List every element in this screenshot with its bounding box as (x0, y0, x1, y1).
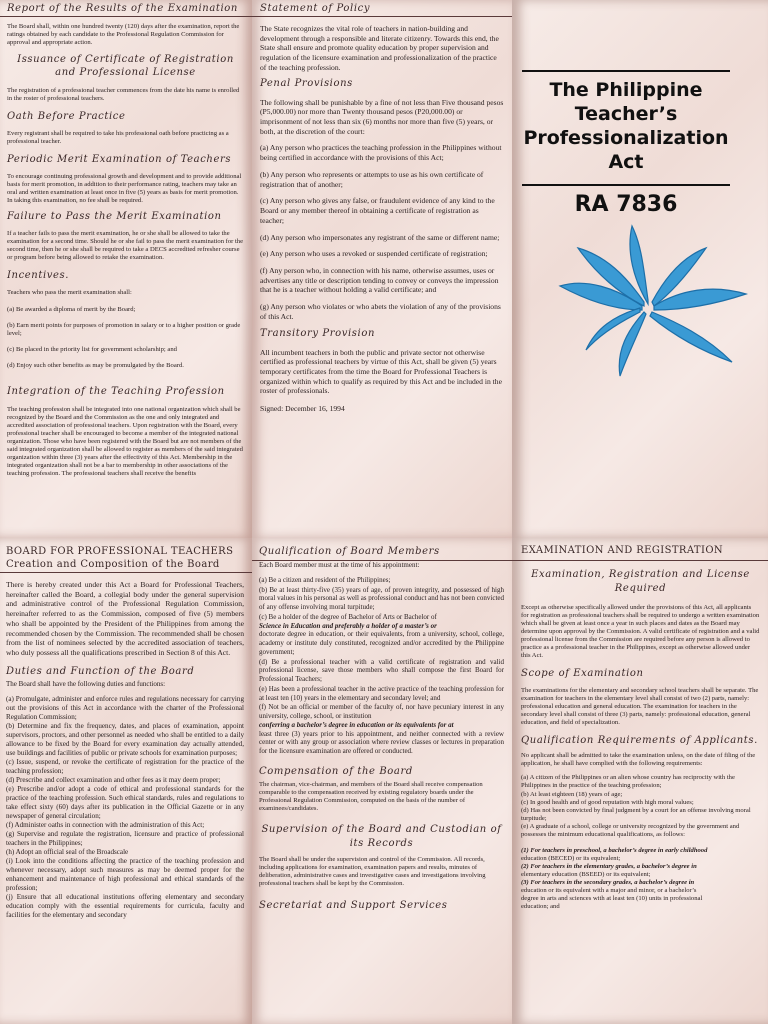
text-qa-1-rest: education (BECED) or its equivalent; (521, 854, 621, 862)
text-penal-f: (f) Any person who, in connection with his name, otherwise assumes, uses or advertises any title or description tending to convey or conveys the impression that he is a teacher without holding a valid certificate; and (260, 265, 499, 295)
text-supervision: The Board shall be under the supervision and control of the Commission. All records, including applications for examination, examination papers and results, minutes of deliberation, administrative cases and investigative cases and investigations involving professional teachers shall be kept by the Commission. (259, 855, 486, 887)
text-qual-e: (e) Has been a professional teacher in the active practice of the teaching profession for at least ten (10) years in the elementary and secondary level; and (259, 684, 504, 702)
heading-duties: Duties and Function of the Board (6, 665, 195, 677)
text-duties-intro: The Board shall have the following duties and functions: (6, 679, 166, 688)
heading-scope: Scope of Examination (521, 668, 644, 680)
text-qual-applicants-intro: No applicant shall be admitted to take the examination unless, on the date of filing of the application, he shall have complied with the following requirements: (521, 752, 756, 768)
heading-qual-applicants: Qualification Requirements of Applicants. (521, 735, 758, 747)
text-penal-b: (b) Any person who represents or attempts to use as his own certificate of registration that of another; (260, 169, 484, 189)
heading-report-results: Report of the Results of the Examination (7, 3, 238, 14)
heading-creation: Creation and Composition of the Board (6, 559, 220, 570)
panel-inside-middle (252, 0, 512, 538)
text-qa-2-bold: (2) For teachers in the elementary grades, a bachelor’s degree in (521, 862, 697, 870)
text-qa-2-rest: elementary education (BSEED) or its equivalent; (521, 870, 651, 878)
text-qual-f2: conferring a bachelor’s degree in education or its equivalents for at (259, 720, 454, 729)
text-incentive-a: (a) Be awarded a diploma of merit by the Board; (7, 305, 136, 313)
panel-outside-left (0, 538, 252, 1024)
text-qual-c1: (c) Be a holder of the degree of Bachelor of Arts or Bachelor of (259, 612, 437, 621)
cover-act-number: RA 7836 (522, 184, 730, 217)
heading-transitory: Transitory Provision (260, 327, 375, 339)
heading-statement-policy: Statement of Policy (260, 3, 371, 14)
heading-periodic-merit: Periodic Merit Examination of Teachers (7, 154, 232, 166)
heading-supervision: Supervision of the Board and Custodian of its Records (261, 823, 502, 849)
text-failure-merit: If a teacher fails to pass the merit examination, he or she shall be allowed to take the examination for a second time. Should he or she fail to pass the merit examination for the second time, then he or she shall be required to take a DECS accredited refresher course or program before being allowed to retake the examination. (7, 230, 244, 262)
text-issuance: The registration of a professional teacher commences from the date his name is enrolled in the roster of professional teachers. (7, 87, 240, 103)
panel-inside-left (0, 0, 252, 538)
text-integration: The teaching profession shall be integrated into one national organization which shall be recognized by the Board and the Commission as the one and only integrated and accredited association of professional teachers. Upon registration with the Board, every professional teacher shall be encouraged to become a member of the integrated national organization. Those who have been registered with the Board but are not members of the said integrated organization shall be allowed to register as members of the said integrated organization within three (3) years after the effectivity of this Act. Membership in the integrated organization shall not be a bar to membership in other associations of the teaching profession. The professional teachers shall receive the benefits (7, 405, 243, 477)
text-qual-d: (d) Be a professional teacher with a valid certificate of registration and valid professional license, save those members who shall compose the first Board for Professional Teachers; (259, 657, 504, 683)
text-qual-c2: Science in Education and preferably a holder of a master’s or (259, 621, 437, 630)
text-compensation: The chairman, vice-chairman, and members of the Board shall receive compensation comparable to the compensation received by existing regulatory boards under the Professional Regulation Commission, computed on the basis of the number of examinees/candidates. (259, 780, 483, 812)
text-qa-3-rest: education or its equivalent with a major and minor, or a bachelor’s (521, 886, 697, 894)
cover-title-box (522, 70, 730, 227)
heading-exam-registration: EXAMINATION AND REGISTRATION (521, 545, 724, 556)
heading-penal: Penal Provisions (260, 77, 353, 89)
heading-oath: Oath Before Practice (7, 111, 126, 123)
text-exam-required: Except as otherwise specifically allowed under the provisions of this Act, all applicants for registration as professional teachers shall be required to undergo a written examination which shall be given at least once a year in such places and dates as the Board may determine upon approval by the Commission. A valid certificate of registration and a valid professional license from the Commission are required before any person is allowed to practice as a professional teacher in the Philippines, except as otherwise allowed under this Act. (521, 604, 760, 660)
text-penal-a: (a) Any person who practices the teaching profession in the Philippines without being certified in accordance with the provisions of this Act; (260, 143, 502, 163)
text-qa-3-rest3: education; and (521, 902, 560, 910)
text-penal-e: (e) Any person who uses a revoked or suspended certificate of registration; (260, 249, 488, 259)
text-duties-list: (a) Promulgate, administer and enforce rules and regulations necessary for carrying out the provisions of this Act in accordance with the charter of the Professional Regulation Commission; (b) Determine and fix the frequency, dates, and places of examination, appoint supervisors, proctors, and other personnel as needed who shall be entitled to a daily allowance to be fixed by the Board for every examination day actually attended, use buildings and facilities of public or private schools for examination purposes; (c) Issue, suspend, or revoke the certificate of registration for the practice of the teaching profession; (d) Prescribe and collect examination and other fees as it may deem proper; (e) Prescribe and/or adopt a code of ethical and professional standards for the practice of the teaching profession. Such ethical standards, rules and regulations to take effect sixty (60) days after its publication in the Official Gazette or in any newspaper of general circulation; (f) Administer oaths in connection with the administration of this Act; (g) Supervise and regulate the registration, licensure and practice of professional teachers in the Philippines; (h) Adopt an official seal of the Broadscale (i) Look into the conditions affecting the practice of the teaching profession and whenever necessary, adopt such measures as may be deemed proper for the enhancement and maintenance of high professional and ethical standards of the profession; (j) Ensure that all educational institutions offering elementary and secondary education comply with the essential requirements for curricula, faculty and facilities for the elementary and secondary (6, 694, 244, 919)
text-penal-d: (d) Any person who impersonates any registrant of the same or different name; (260, 232, 500, 242)
text-qual-f1: (f) Not be an official or member of the faculty of, nor have pecuniary interest in any university, college, school, or institution (259, 703, 504, 720)
text-qa-b: (b) At least eighteen (18) years of age; (521, 790, 623, 798)
text-qa-3-rest2: degree in arts and sciences with at least ten (10) units in professional (521, 894, 703, 902)
panel-outside-right (512, 538, 768, 1024)
text-report-results: The Board shall, within one hundred twenty (120) days after the examination, report the ratings obtained by each candidate to the Professional Regulation Commission for approval and appropriate action. (7, 23, 240, 47)
heading-incentives: Incentives. (7, 270, 70, 282)
heading-secretariat: Secretariat and Support Services (259, 900, 448, 911)
flower-logo-icon (556, 218, 756, 378)
text-statement-policy: The State recognizes the vital role of teachers in nation-building and development through a responsible and literate citizenry. Towards this end, the State shall ensure and promote quality education by proper supervision and regulation of the licensure examination and professionalization of the practice of the teaching profession. (260, 24, 499, 72)
text-qa-e: (e) A graduate of a school, college or university recognized by the government and possesses the minimum educational qualifications, as follows: (521, 822, 740, 838)
text-penal-c: (c) Any person who gives any false, or fraudulent evidence of any kind to the Board or any member thereof in obtaining a certificate of registration as teacher; (260, 196, 495, 225)
heading-board: BOARD FOR PROFESSIONAL TEACHERS (6, 546, 234, 557)
text-qa-d: (d) Has not been convicted by final judgment by a court for an offense involving moral turpitude; (521, 806, 751, 822)
text-oath: Every registrant shall be required to take his professional oath before practicing as a professional teacher. (7, 130, 229, 146)
text-qa-1-bold: (1) For teachers in preschool, a bachelor’s degree in early childhood (521, 846, 708, 854)
text-penal-g: (g) Any person who violates or who abets the violation of any of the provisions of this Act. (260, 302, 501, 321)
text-incentive-c: (c) Be placed in the priority list for government scholarship; and (7, 345, 177, 353)
heading-integration: Integration of the Teaching Profession (7, 385, 225, 397)
heading-issuance: Issuance of Certificate of Registration and Professional License (17, 54, 234, 79)
text-qa-a: (a) A citizen of the Philippines or an alien whose country has reciprocity with the Philippines in the practice of the teaching profession; (521, 774, 735, 790)
heading-qualification: Qualification of Board Members (259, 546, 440, 557)
heading-exam-required: Examination, Registration and License Required (531, 569, 750, 594)
text-scope: The examinations for the elementary and secondary school teachers shall be separate. The examination for teachers in the elementary level shall consist of two (2) parts, namely: professional education and general education. The examination for teachers in the secondary level shall consist of three (3) parts, namely: professional education, general education, and field of specialization. (521, 687, 759, 727)
text-qa-c: (c) In good health and of good reputation with high moral values; (521, 798, 694, 806)
text-creation: There is hereby created under this Act a Board for Professional Teachers, hereinafter called the Board, a collegial body under the general supervision and administrative control of the Professional Regulation Commission, hereinafter referred to as the Commission, composed of five (5) members who shall be appointed by the President of the Philippines from among the recommended chosen by the Commission. The recommended shall be chosen from the list of nominees selected by the accredited association of teachers, who duly possess all the qualifications prescribed in Section 8 of this Act. (6, 580, 244, 658)
text-qual-intro: Each Board member must at the time of his appointment: (259, 561, 420, 569)
text-incentive-b: (b) Earn merit points for purposes of promotion in salary or to a higher position or grade level; (7, 321, 241, 337)
text-qual-f3: least three (3) years prior to his appointment, and neither connected with a review center or with any group or association where review classes or lectures in preparation for the licensure examination are offered or conducted. (259, 729, 504, 755)
text-periodic-merit: To encourage continuing professional growth and development and to provide additional basis for merit promotion, in addition to their performance rating, teachers may take an oral and written examination at least once in five (5) years as basis for merit promotion. In taking this examination, no fee shall be required. (7, 173, 242, 205)
text-qa-3-bold: (3) For teachers in the secondary grades, a bachelor’s degree in (521, 878, 695, 886)
heading-failure-merit: Failure to Pass the Merit Examination (7, 211, 222, 223)
text-transitory: All incumbent teachers in both the public and private sector not otherwise certified as professional teachers by virtue of this Act, shall be given (5) years temporary certificates from the time the Board for Professional Teachers is organized within which to qualify as required by this Act and be included in the roster of professionals. (260, 347, 502, 396)
text-qual-a: (a) Be a citizen and resident of the Philippines; (259, 575, 391, 584)
heading-compensation: Compensation of the Board (259, 765, 413, 777)
cover-title: The Philippine Teacher’s Professionalization Act (523, 79, 729, 173)
panel-outside-middle (252, 538, 512, 1024)
text-qual-c3: doctorate degree in education, or their equivalents, from a university, school, college, academy or institute duly constituted, recognized and/or accredited by the Philippine government; (259, 630, 504, 656)
text-incentives-intro: Teachers who pass the merit examination shall: (7, 289, 132, 297)
text-signed-date: Signed: December 16, 1994 (260, 404, 345, 414)
text-incentive-d: (d) Enjoy such other benefits as may be promulgated by the Board. (7, 361, 184, 369)
text-qual-b: (b) Be at least thirty-five (35) years of age, of proven integrity, and possessed of high moral values in his personal as well as professional conduct and has not been convicted of any offense involving moral turpitude; (259, 585, 504, 611)
text-penal: The following shall be punishable by a fine of not less than Five thousand pesos (P5,000.00) nor more than Twenty thousand pesos (P20,000.00) or imprisonment of not less than six (6) months nor more than five (5) years, or both, at the discretion of the court: (260, 97, 504, 136)
